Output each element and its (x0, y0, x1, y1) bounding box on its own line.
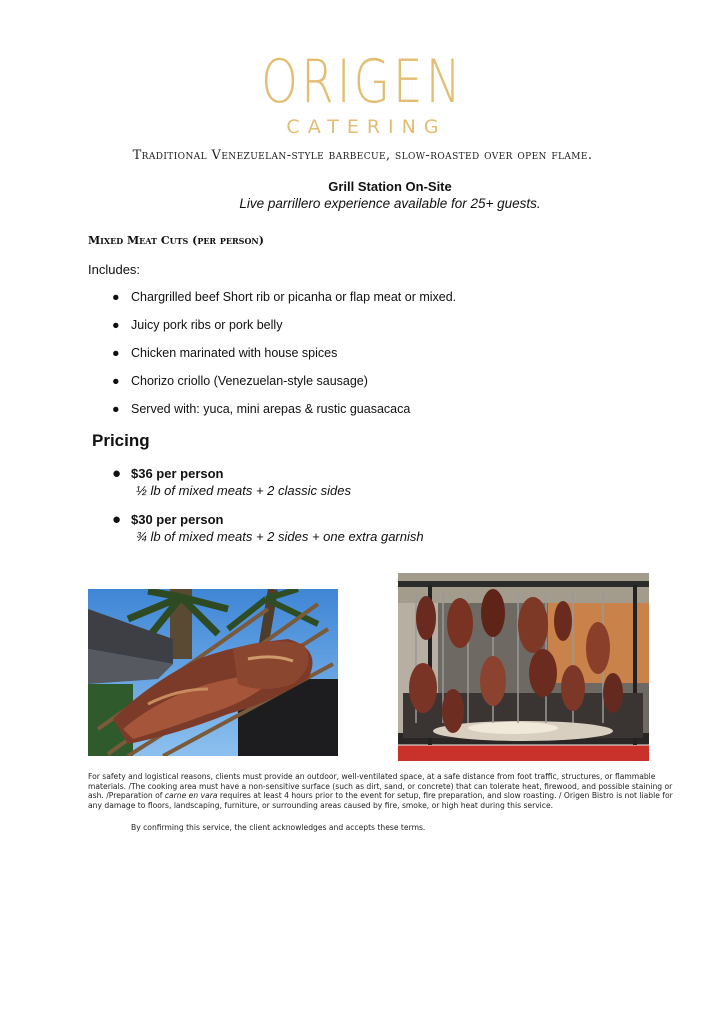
list-item (112, 374, 368, 388)
price-option (112, 465, 351, 498)
grill-station-subtitle: Live parrillero experience available for 25+ guests. (239, 196, 541, 211)
bullet-icon: ● (112, 318, 120, 332)
list-item-text: Chargrilled beef Short rib or picanha or flap meat or mixed. (131, 290, 457, 304)
section-heading-mixed-meat: Mixed Meat Cuts (per person) (88, 234, 264, 247)
safety-notice (88, 772, 688, 810)
bullet-icon: ● (112, 374, 120, 388)
photo-hanging-meats-image (398, 573, 649, 761)
price-label: $30 per person (131, 512, 224, 527)
list-item (112, 318, 282, 332)
price-description: ¾ lb of mixed meats + 2 sides + one extra garnish (136, 529, 424, 544)
logo-subtitle: CATERING (286, 116, 447, 138)
bullet-icon: ● (112, 402, 120, 416)
tagline: Traditional Venezuelan-style barbecue, slow-roasted over open flame. (132, 148, 593, 163)
includes-label: Includes: (88, 262, 141, 277)
photo-hanging-meats (398, 573, 649, 761)
price-label: $36 per person (131, 466, 224, 481)
list-item-text: Juicy pork ribs or pork belly (131, 318, 283, 332)
list-item (112, 290, 456, 304)
photo-meat-skewers (88, 589, 338, 756)
list-item (112, 402, 410, 416)
logo-wordmark: ORIGEN (261, 47, 464, 117)
photo-meat-skewers-image (88, 589, 338, 756)
grill-station-title: Grill Station On-Site (328, 179, 452, 194)
price-description: ½ lb of mixed meats + 2 classic sides (136, 483, 351, 498)
notice-text-1: For safety and logistical reasons, clients must provide an outdoor, well-ventilated space, at a safe distance from foot traffic, structures, or flammable materials. /The cooking area must have a non-sensitive surface (such as dirt, sand, or concrete) that can tolerate heat, firewood, and possible staining or ash. /Preparation of (88, 772, 673, 801)
logo (0, 47, 725, 138)
notice-text-2: requires at least 4 hours prior to the event for setup, fire preparation, and slow roasting. / Origen Bistro is not liable for any damage to floors, landscaping, furniture, or surrounding areas caused by fire, smoke, or high heat during this service. (88, 791, 673, 810)
bullet-icon: ● (112, 511, 122, 528)
list-item-text: Chicken marinated with house spices (131, 346, 338, 360)
price-option (112, 511, 424, 544)
bullet-icon: ● (112, 290, 120, 304)
pricing-heading: Pricing (92, 431, 150, 450)
list-item (112, 346, 337, 360)
notice-acknowledgement: By confirming this service, the client acknowledges and accepts these terms. (131, 823, 426, 832)
notice-italic: carne en vara (164, 791, 218, 801)
bullet-icon: ● (112, 346, 120, 360)
bullet-icon: ● (112, 465, 122, 482)
list-item-text: Served with: yuca, mini arepas & rustic guasacaca (131, 402, 411, 416)
list-item-text: Chorizo criollo (Venezuelan-style sausage) (131, 374, 368, 388)
